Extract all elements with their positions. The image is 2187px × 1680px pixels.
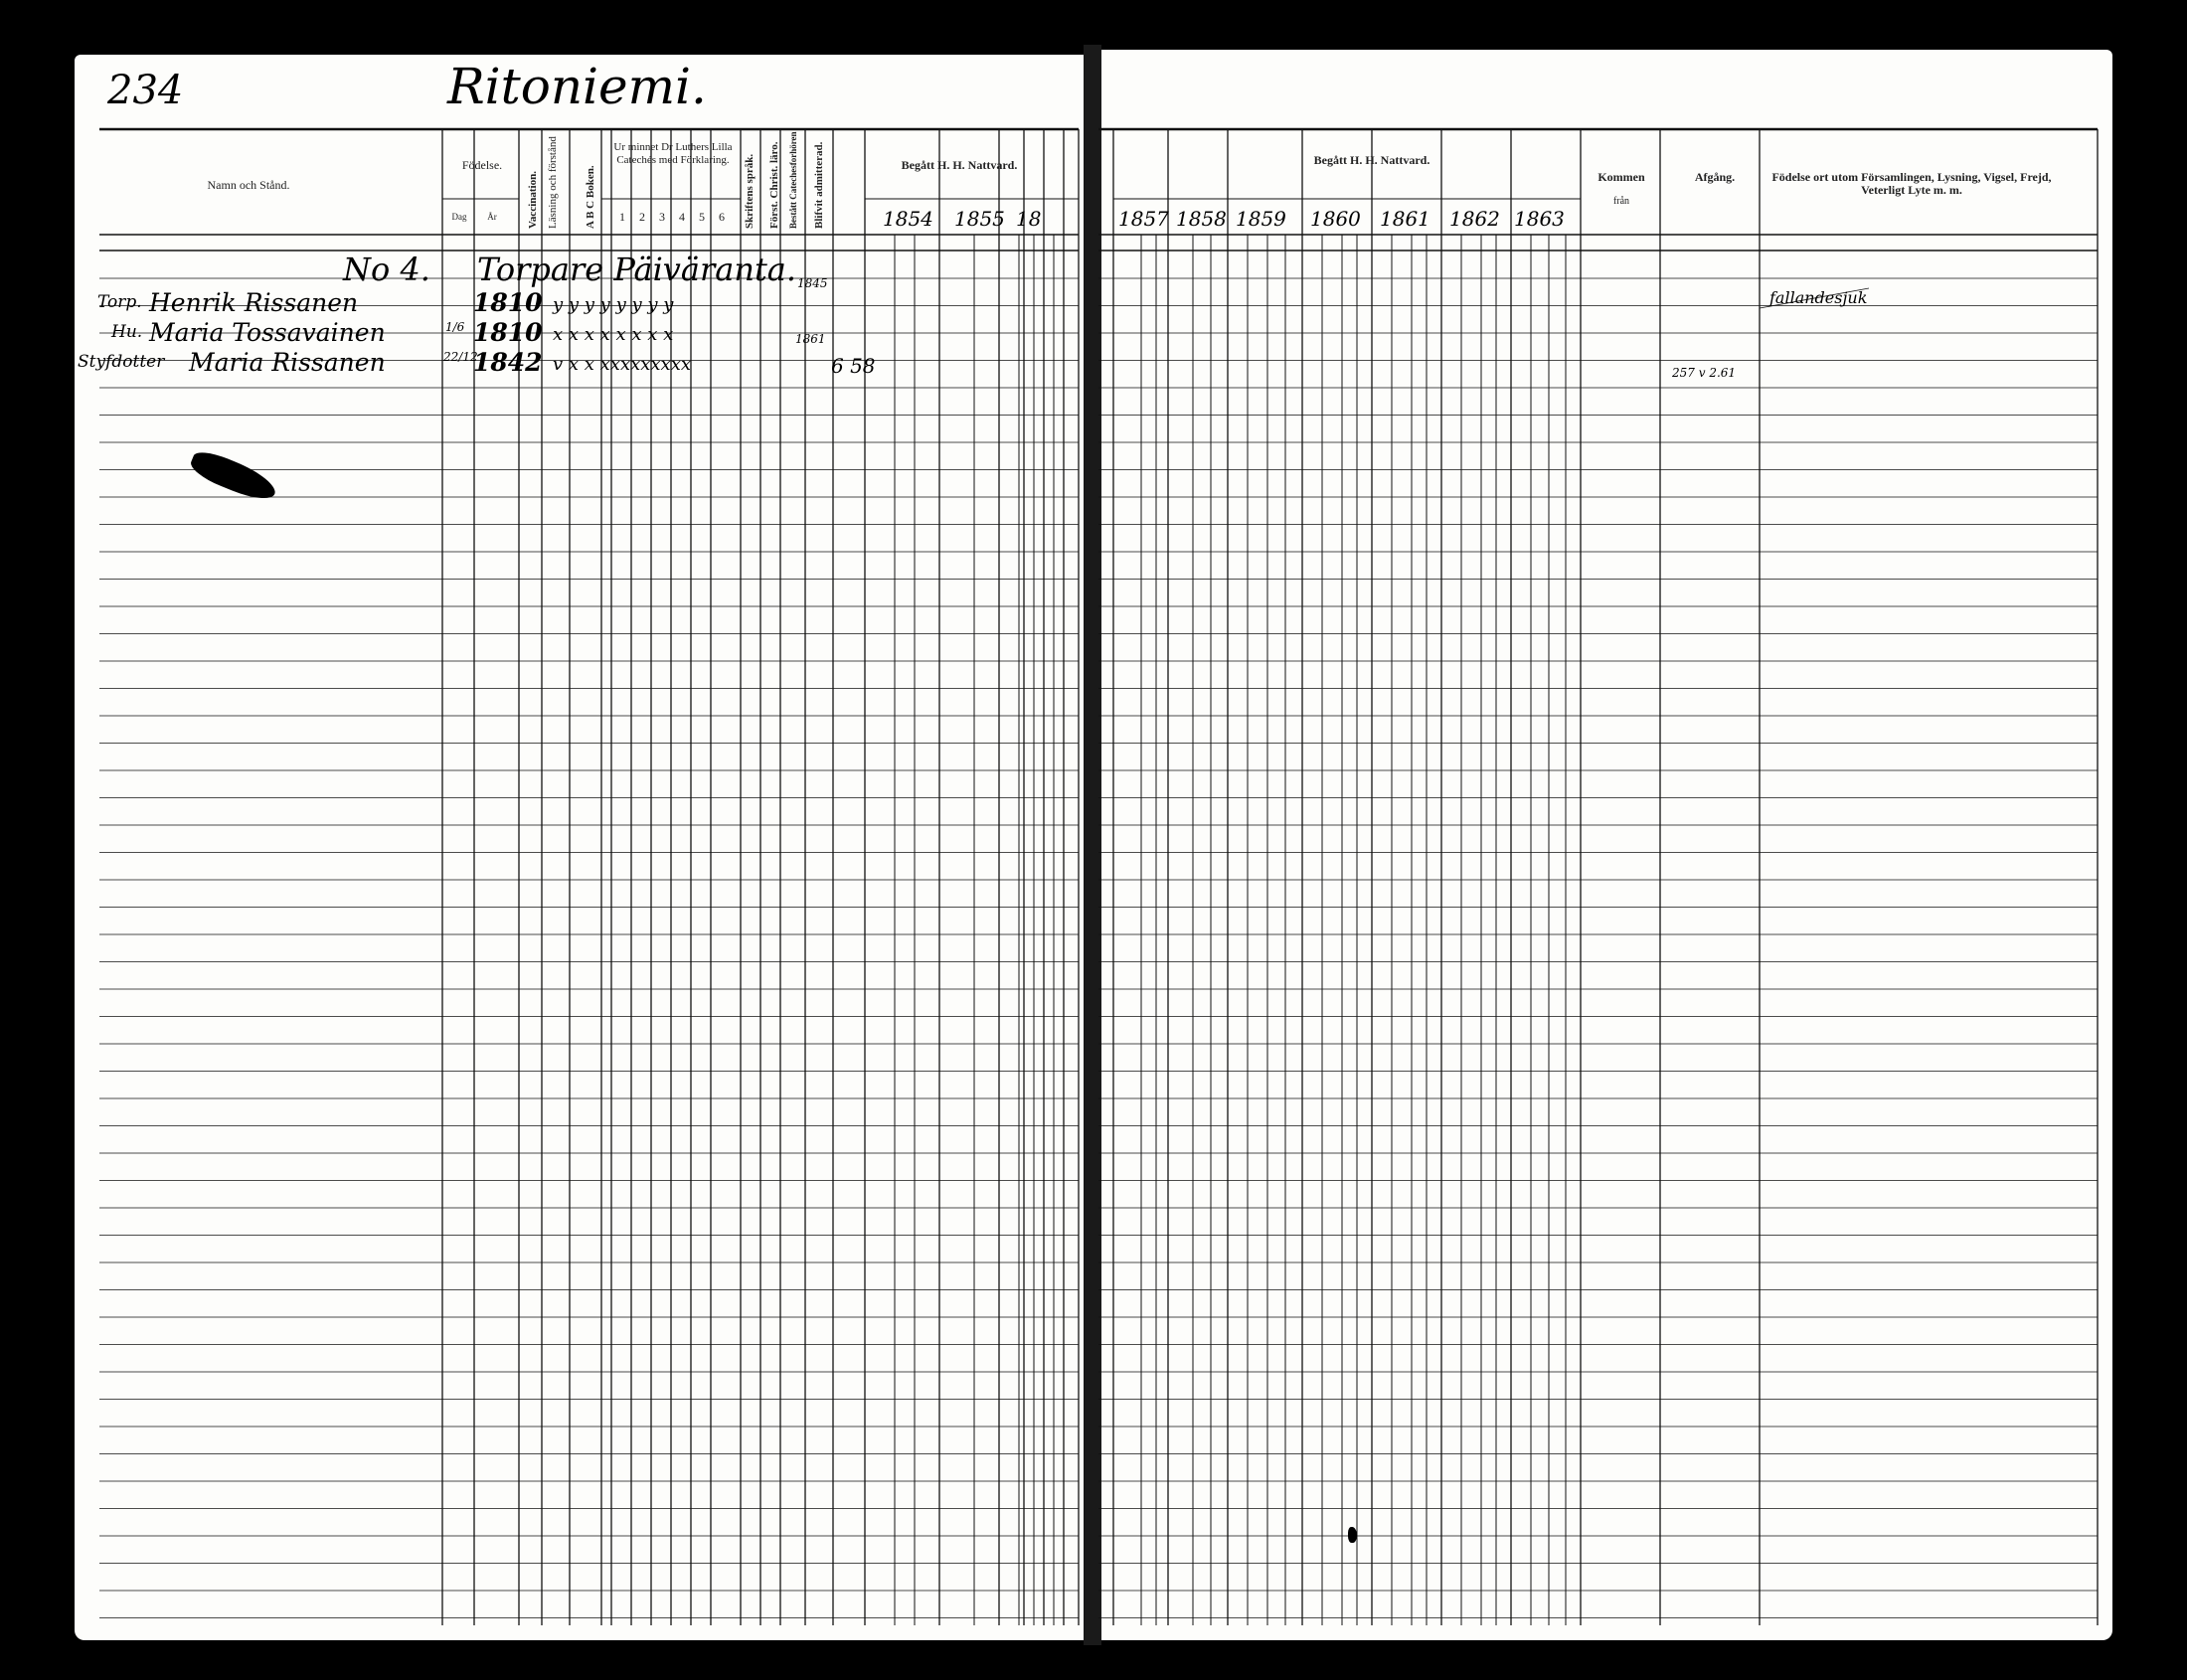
row-title: Hu. — [111, 322, 143, 342]
catechism-col-4: 4 — [679, 210, 685, 224]
header-communion-right: Begått H. H. Nattvard. — [1313, 153, 1430, 167]
header-arrived: Kommen — [1598, 170, 1645, 184]
row-birth-year: 1810 — [473, 318, 543, 347]
year-18: 18 — [1016, 207, 1042, 231]
row-marks: x x x x x x x x — [553, 324, 674, 345]
catechism-col-6: 6 — [719, 210, 725, 224]
year-1860: 1860 — [1310, 207, 1361, 231]
header-christian: Först. Christ. läro. — [768, 141, 780, 229]
year-1859: 1859 — [1236, 207, 1286, 231]
year-1861: 1861 — [1380, 207, 1430, 231]
header-remarks: Födelse ort utom Församlingen, Lysning, Vigsel, Frejd, Veterligt Lyte m. m. — [1771, 170, 2052, 197]
row-departure: 257 v 2.61 — [1672, 366, 1737, 380]
household-number: No 4. — [343, 251, 430, 288]
header-admitted: Blifvit admitterad. — [813, 141, 825, 229]
header-catechism: Ur minnet Dr Luthers Lilla Catechés med Förklaring. — [613, 141, 733, 166]
year-1857: 1857 — [1118, 207, 1169, 231]
row-remark: fallandesjuk — [1769, 288, 1868, 307]
row-birth-day: 1/6 — [445, 320, 465, 334]
header-birth-day: Dag — [451, 212, 467, 222]
row-marks: y y y y y y y y — [553, 294, 674, 315]
row-admitted: 1845 — [797, 276, 828, 290]
row-birth-year: 1842 — [473, 348, 543, 377]
row-name: Maria Tossavainen — [149, 318, 386, 347]
household-subtitle: Torpare Päiväranta. — [477, 251, 797, 288]
year-1855: 1855 — [954, 207, 1005, 231]
catechism-col-2: 2 — [639, 210, 645, 224]
catechism-col-3: 3 — [659, 210, 665, 224]
row-name: Henrik Rissanen — [149, 288, 359, 317]
row-admitted: 6 58 — [831, 354, 876, 378]
header-scripture: Skriftens språk. — [744, 153, 756, 229]
year-1854: 1854 — [883, 207, 933, 231]
header-arrived-from: från — [1612, 196, 1630, 207]
row-admitted: 1861 — [795, 332, 826, 346]
header-exam: Bestått Catechesforhören — [788, 131, 798, 229]
catechism-col-1: 1 — [619, 210, 625, 224]
header-communion-left: Begått H. H. Nattvard. — [901, 158, 1018, 172]
header-birth: Födelse. — [461, 158, 503, 172]
row-title: Torp. — [97, 292, 142, 312]
farm-title: Ritoniemi. — [447, 58, 707, 115]
row-name: Maria Rissanen — [189, 348, 386, 377]
page-number: 234 — [107, 68, 184, 113]
year-1863: 1863 — [1514, 207, 1565, 231]
header-departure: Afgång. — [1694, 170, 1736, 184]
catechism-col-5: 5 — [699, 210, 705, 224]
row-birth-day: 22/12 — [443, 350, 478, 364]
row-marks: v x x xxxxxxxxx — [553, 354, 691, 375]
year-1858: 1858 — [1176, 207, 1227, 231]
row-birth-year: 1810 — [473, 288, 543, 317]
year-1862: 1862 — [1449, 207, 1500, 231]
header-reading: Läsning och förstånd — [547, 136, 559, 229]
header-abc: A B C Boken. — [585, 165, 596, 229]
ink-spot — [1348, 1527, 1357, 1543]
header-birth-year: År — [487, 212, 497, 222]
row-title: Styfdotter — [78, 352, 165, 372]
header-vaccination: Vaccination. — [527, 171, 539, 229]
header-name: Namn och Stånd. — [207, 178, 290, 192]
